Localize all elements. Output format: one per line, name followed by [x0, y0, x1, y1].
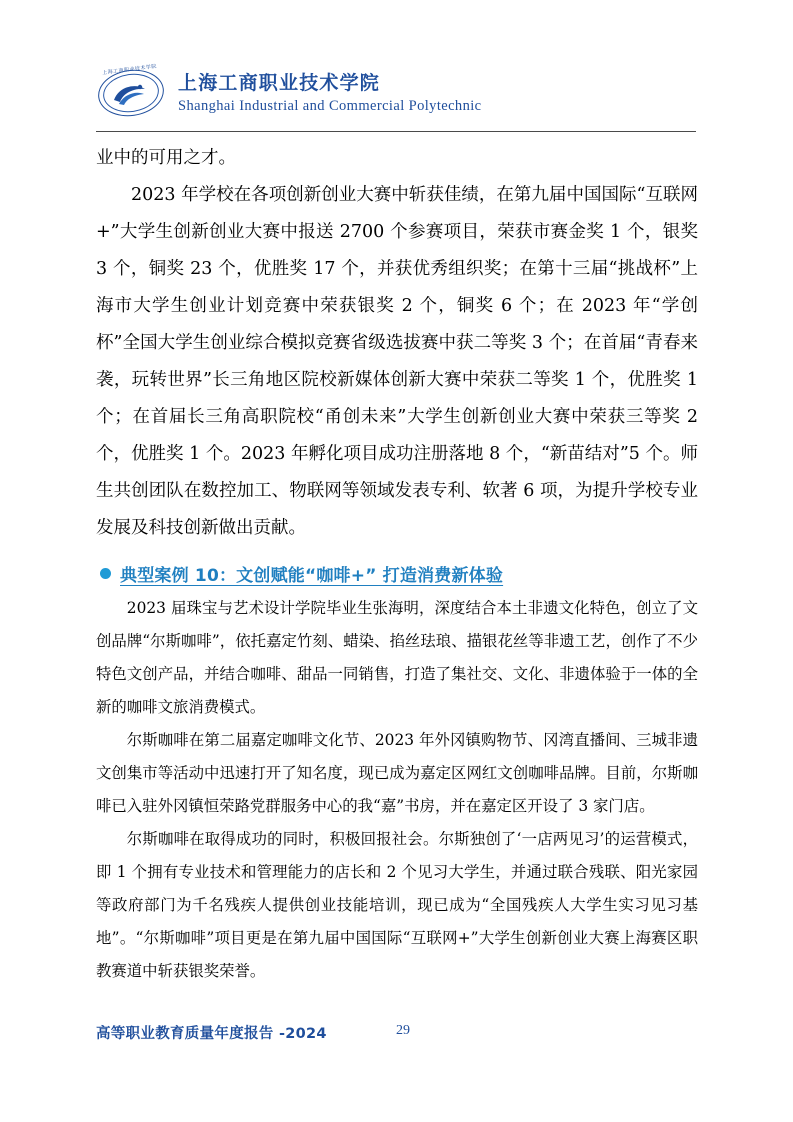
- logo-swoosh-icon: [110, 79, 150, 107]
- case-paragraph-3: 尔斯咖啡在取得成功的同时，积极回报社会。尔斯独创了‘一店两见习’的运营模式，即 1 个拥有专业技术和管理能力的店长和 2 个见习大学生，并通过联合残联、阳光家园等政府部门为千名残疾人提供创业技能培训，现已成为“全国残疾人大学生实习见习基地”。“尔斯咖啡”项目更是在第九届中国国际“互联网+”大学生创新创业大赛上海赛区职教赛道中斩获银奖荣誉。: [96, 830, 698, 980]
- case-paragraph-2: 尔斯咖啡在第二届嘉定咖啡文化节、2023 年外冈镇购物节、冈湾直播间、三城非遗文创集市等活动中迅速打开了知名度，现已成为嘉定区网红文创咖啡品牌。目前，尔斯咖啡已入驻外冈镇恒荣路党群服务中心的我“嘉”书房，并在嘉定区开设了 3 家门店。: [96, 731, 698, 815]
- bullet-dot-icon: [100, 568, 111, 579]
- paragraph-continued: 业中的可用之才。: [96, 148, 236, 168]
- header-divider: [96, 131, 696, 132]
- case-paragraph-1: 2023 届珠宝与艺术设计学院毕业生张海明，深度结合本土非遗文化特色，创立了文创品牌“尔斯咖啡”，依托嘉定竹刻、蜡染、掐丝珐琅、描银花丝等非遗工艺，创作了不少特色文创产品，并结合咖啡、甜品一同销售，打造了集社交、文化、非遗体验于一体的全新的咖啡文旅消费模式。: [96, 599, 698, 716]
- case-heading: [96, 561, 698, 586]
- document-footer: [96, 1022, 698, 1046]
- case-heading-label: 典型案例 10：文创赋能“咖啡+” 打造消费新体验: [120, 566, 504, 586]
- school-logo-icon: [96, 62, 164, 122]
- footer-page-number: 29: [396, 1023, 410, 1038]
- institution-name-cn: 上海工商职业技术学院: [178, 72, 381, 94]
- logo-arc-text: 上海工商职业技术学院: [101, 63, 158, 77]
- footer-report-title: 高等职业教育质量年度报告 -2024: [96, 1026, 327, 1042]
- document-content: [96, 140, 698, 988]
- paragraph-achievements: 2023 年学校在各项创新创业大赛中斩获佳绩，在第九届中国国际“互联网+”大学生创新创业大赛中报送 2700 个参赛项目，荣获市赛金奖 1 个，银奖 3 个，铜奖 23 个，优胜奖 17 个，并获优秀组织奖；在第十三届“挑战杯”上海市大学生创业计划竞赛中荣获银奖 2 个，铜奖 6 个；在 2023 年“学创杯”全国大学生创业综合模拟竞赛省级选拔赛中获二等奖 3 个；在首届“青春来袭，玩转世界”长三角地区院校新媒体创新大赛中荣获二等奖 1 个，优胜奖 1 个；在首届长三角高职院校“甬创未来”大学生创新创业大赛中荣获三等奖 2 个，优胜奖 1 个。2023 年孵化项目成功注册落地 8 个，“新苗结对”5 个。师生共创团队在数控加工、物联网等领域发表专利、软著 6 项，为提升学校专业发展及科技创新做出贡献。: [96, 185, 698, 538]
- document-header: [96, 60, 696, 130]
- institution-name-en: Shanghai Industrial and Commercial Polytechnic: [178, 98, 482, 114]
